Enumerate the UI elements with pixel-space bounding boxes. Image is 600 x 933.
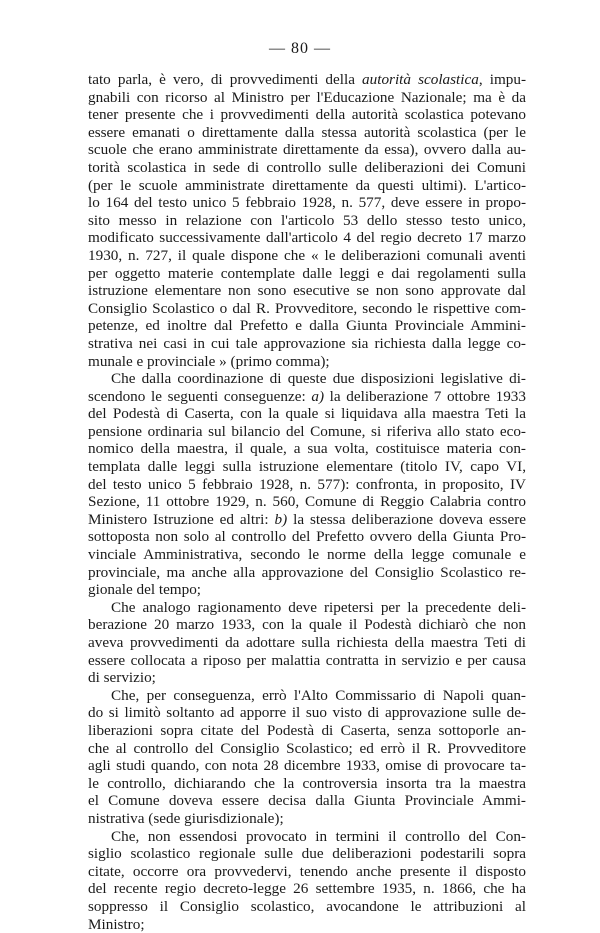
text-line: nomico della maestra, il quale, a sua volta, costituisce materia con- (88, 440, 526, 458)
text-line: istruzione elementare non sono esecutive se non sono approvate dal (88, 282, 526, 300)
paragraph (88, 828, 526, 933)
text-line: tener presente che i provvedimenti della autorità scolastica potevano (88, 106, 526, 124)
text-line: le controllo, dichiarando che la controversia insorta tra la maestra (88, 775, 526, 793)
text-line: strativa nei casi in cui tale approvazione sia richiesta dalla legge co- (88, 335, 526, 353)
text-line: berazione 20 marzo 1933, con la quale il Podestà dichiarò che non (88, 616, 526, 634)
text-line: scuole che erano amministrate direttamente da essa), ovvero dalla au- (88, 141, 526, 159)
text-line: del Podestà di Caserta, con la quale si liquidava alla maestra Teti la (88, 405, 526, 423)
text-line: do si limitò soltanto ad apporre il suo visto di approvazione sulle de- (88, 704, 526, 722)
text-line: Sezione, 11 ottobre 1929, n. 560, Comune di Reggio Calabria contro (88, 493, 526, 511)
text-line: templata dalle leggi sulla istruzione elementare (titolo IV, capo VI, (88, 458, 526, 476)
paragraph (88, 370, 526, 599)
text-line: di servizio; (88, 669, 526, 687)
text-line: Consiglio Scolastico o dal R. Provveditore, secondo le rispettive com- (88, 300, 526, 318)
text-line: (per le scuole amministrate direttamente da questi ultimi). L'artico- (88, 177, 526, 195)
text-line: Ministero Istruzione ed altri: b) la stessa deliberazione doveva essere (88, 511, 526, 529)
paragraph (88, 71, 526, 370)
text-line: gnabili con ricorso al Ministro per l'Educazione Nazionale; ma è da (88, 89, 526, 107)
text-line: aveva provvedimenti da adottare sulla richiesta della maestra Teti di (88, 634, 526, 652)
paragraph (88, 687, 526, 828)
text-line: petenze, ed inoltre dal Prefetto e dalla Giunta Provinciale Ammini- (88, 317, 526, 335)
text-line: pensione ordinaria sul bilancio del Comune, si riferiva allo stato eco- (88, 423, 526, 441)
text-line: Ministro; (88, 916, 526, 933)
document-body (88, 71, 526, 933)
text-line: provinciale, ma anche alla approvazione del Consiglio Scolastico re- (88, 564, 526, 582)
text-line: essere emanati o direttamente dalla stessa autorità scolastica (per le (88, 124, 526, 142)
text-line: Che, non essendosi provocato in termini il controllo del Con- (88, 828, 526, 846)
text-line: sito messo in relazione con l'articolo 53 dello stesso testo unico, (88, 212, 526, 230)
text-line: agli studi quando, con nota 28 dicembre 1933, omise di provocare ta- (88, 757, 526, 775)
text-line: per oggetto materie contemplate dalle leggi e dai regolamenti sulla (88, 265, 526, 283)
text-line: del recente regio decreto-legge 26 settembre 1935, n. 1866, che ha (88, 880, 526, 898)
text-line: torità scolastica in sede di controllo sulle deliberazioni dei Comuni (88, 159, 526, 177)
text-line: del testo unico 5 febbraio 1928, n. 577): confronta, in proposito, IV (88, 476, 526, 494)
text-line: scendono le seguenti conseguenze: a) la deliberazione 7 ottobre 1933 (88, 388, 526, 406)
text-line: soppresso il Consiglio scolastico, avocandone le attribuzioni al (88, 898, 526, 916)
text-line: sottoposta non solo al controllo del Prefetto ovvero della Giunta Pro- (88, 528, 526, 546)
text-line: essere collocata a riposo per malattia contratta in servizio e per causa (88, 652, 526, 670)
text-line: Che analogo ragionamento deve ripetersi per la precedente deli- (88, 599, 526, 617)
text-line: munale e provinciale » (primo comma); (88, 353, 526, 371)
text-line: lo 164 del testo unico 5 febbraio 1928, n. 577, deve essere in propo- (88, 194, 526, 212)
text-line: che al controllo del Consiglio Scolastico; ed errò il R. Provveditore (88, 740, 526, 758)
text-line: citate, occorre ora provvedervi, tenendo anche presente il disposto (88, 863, 526, 881)
text-line: liberazioni sopra citate del Podestà di Caserta, senza sottoporle an- (88, 722, 526, 740)
paragraph (88, 599, 526, 687)
text-line: siglio scolastico regionale sulle due deliberazioni podestarili sopra (88, 845, 526, 863)
text-line: tato parla, è vero, di provvedimenti della autorità scolastica, impu- (88, 71, 526, 89)
text-line: vinciale Amministrativa, secondo le norme della legge comunale e (88, 546, 526, 564)
text-line: Che, per conseguenza, errò l'Alto Commissario di Napoli quan- (88, 687, 526, 705)
text-line: gionale del tempo; (88, 581, 526, 599)
text-line: modificato successivamente dall'articolo 4 del regio decreto 17 marzo (88, 229, 526, 247)
text-line: nistrativa (sede giurisdizionale); (88, 810, 526, 828)
page-number: — 80 — (0, 40, 600, 58)
text-line: 1930, n. 727, il quale dispone che « le deliberazioni comunali aventi (88, 247, 526, 265)
text-line: el Comune doveva essere decisa dalla Giunta Provinciale Ammi- (88, 792, 526, 810)
text-line: Che dalla coordinazione di queste due disposizioni legislative di- (88, 370, 526, 388)
